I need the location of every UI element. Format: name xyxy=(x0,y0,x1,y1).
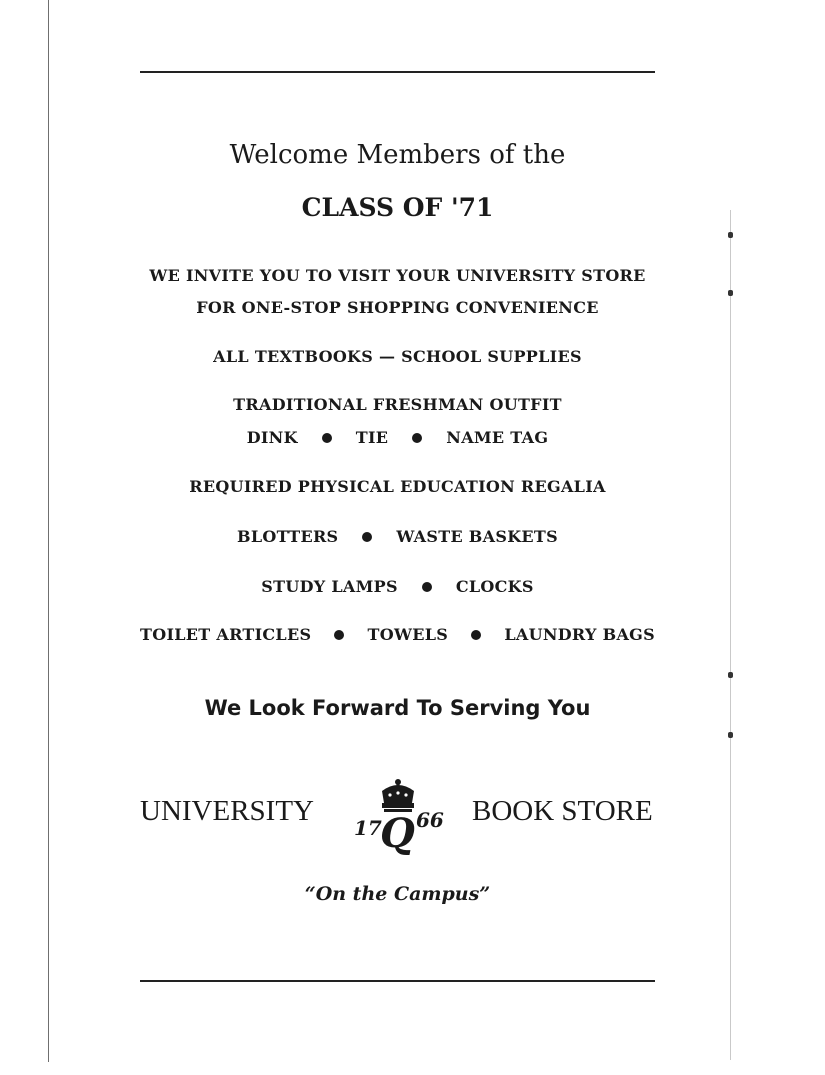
binding-mark xyxy=(728,672,733,678)
page-edge xyxy=(48,0,49,1062)
store-name-right: BOOK STORE xyxy=(472,795,653,827)
store-name-left: UNIVERSITY xyxy=(140,795,314,827)
store-emblem xyxy=(352,775,444,865)
bottom-rule xyxy=(140,980,655,982)
list-item: TOILET ARTICLES xyxy=(140,625,312,644)
binding-mark xyxy=(728,732,733,738)
tagline: “On the Campus” xyxy=(304,883,491,905)
bullet-icon xyxy=(362,532,372,542)
class-heading: CLASS OF '71 xyxy=(301,193,494,222)
emblem-year-right: 66 xyxy=(416,808,444,832)
list-item: LAUNDRY BAGS xyxy=(504,625,655,644)
welcome-heading: Welcome Members of the xyxy=(229,140,566,170)
regalia-line: REQUIRED PHYSICAL EDUCATION REGALIA xyxy=(189,477,606,496)
list-item: WASTE BASKETS xyxy=(396,527,558,546)
lamps-line xyxy=(140,577,655,596)
binding-mark xyxy=(728,232,733,238)
desk-items-line xyxy=(140,527,655,546)
outfit-line: TRADITIONAL FRESHMAN OUTFIT xyxy=(233,395,562,414)
outfit-parts-line xyxy=(140,428,655,447)
page-edge xyxy=(730,210,731,1060)
emblem-monogram: Q xyxy=(380,810,415,857)
bullet-icon xyxy=(422,582,432,592)
closing-line: We Look Forward To Serving You xyxy=(204,696,591,720)
bullet-icon xyxy=(471,630,481,640)
list-item: DINK xyxy=(246,428,298,447)
list-item: TOWELS xyxy=(367,625,449,644)
emblem-year-left: 17 xyxy=(354,816,382,840)
list-item: NAME TAG xyxy=(446,428,549,447)
toiletry-line xyxy=(140,625,655,644)
crown-icon xyxy=(382,779,414,812)
bullet-icon xyxy=(334,630,344,640)
invite-line: WE INVITE YOU TO VISIT YOUR UNIVERSITY STORE xyxy=(149,266,646,285)
binding-mark xyxy=(728,290,733,296)
list-item: BLOTTERS xyxy=(237,527,339,546)
bullet-icon xyxy=(322,433,332,443)
bullet-icon xyxy=(412,433,422,443)
textbooks-line: ALL TEXTBOOKS — SCHOOL SUPPLIES xyxy=(213,347,582,366)
top-rule xyxy=(140,71,655,73)
list-item: TIE xyxy=(355,428,389,447)
list-item: CLOCKS xyxy=(455,577,534,596)
list-item: STUDY LAMPS xyxy=(261,577,398,596)
invite-line: FOR ONE-STOP SHOPPING CONVENIENCE xyxy=(196,298,599,317)
